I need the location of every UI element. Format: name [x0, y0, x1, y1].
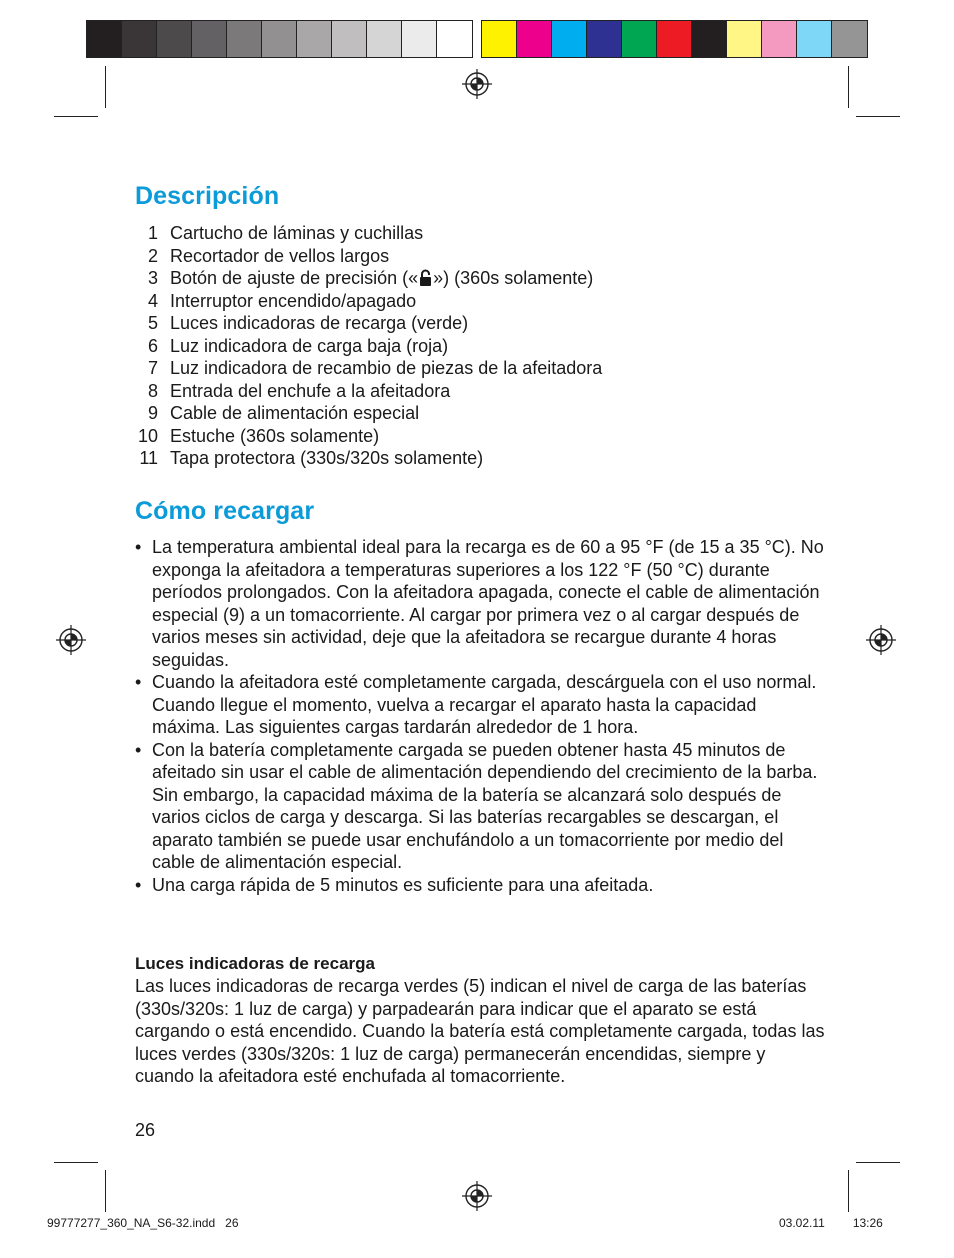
crop-mark-top-left-horizontal — [54, 116, 98, 117]
list-item-text: Luces indicadoras de recarga (verde) — [170, 313, 469, 333]
list-item-number: 11 — [139, 448, 158, 468]
gray-swatch — [157, 21, 192, 57]
list-item-text: Tapa protectora (330s/320s solamente) — [170, 448, 484, 468]
bullet-item — [135, 739, 825, 874]
file-slug: 99777277_360_NA_S6-32.indd 26 — [47, 1216, 239, 1230]
list-item-number: 6 — [147, 335, 158, 356]
list-item-number: 5 — [147, 313, 158, 333]
crop-mark-bottom-left-horizontal — [54, 1162, 98, 1163]
registration-mark-icon — [866, 625, 896, 655]
gray-swatch — [87, 21, 122, 57]
bullet-symbol: • — [135, 739, 142, 760]
list-item-number: 4 — [147, 290, 158, 311]
list-item-number: 9 — [147, 403, 158, 423]
recharge-bullet-list — [135, 536, 825, 896]
list-item — [135, 290, 602, 313]
list-item-number: 1 — [147, 223, 158, 243]
gray-swatch — [437, 21, 472, 57]
color-swatch — [657, 21, 692, 57]
bullet-item — [135, 874, 825, 897]
charge-lights-paragraph: Las luces indicadoras de recarga verdes (5) indican el nivel de carga de las baterías (330s/320s: 1 luz de carga) y parpadearán para indicar que el aparato se está cargando o está encendido. Cuando la batería está completamente cargada, todas las luces verdes (330s/320s: 1 luz de carga) permanecerán encendidas, siempre y cuando la afeitadora esté enchufada al tomacorriente. — [135, 976, 825, 1086]
crop-mark-top-right-vertical — [848, 66, 849, 108]
list-item-text: Entrada del enchufe a la afeitadora — [170, 380, 451, 401]
list-item-text: Luz indicadora de recambio de piezas de la afeitadora — [170, 358, 603, 378]
crop-mark-top-left-vertical — [105, 66, 106, 108]
gray-swatch — [367, 21, 402, 57]
list-item — [135, 357, 602, 380]
list-item — [135, 267, 602, 290]
list-item — [135, 447, 602, 470]
list-item-text-before: Botón de ajuste de precisión (« — [170, 268, 419, 288]
list-item — [135, 425, 602, 448]
bullet-symbol: • — [135, 874, 142, 895]
page-number: 26 — [135, 1120, 156, 1140]
section-title-recharge: Cómo recargar — [135, 497, 315, 525]
grayscale-calibration-bar — [86, 20, 473, 58]
bullet-text: La temperatura ambiental ideal para la recarga es de 60 a 95 °F (de 15 a 35 °C). No exponga la afeitadora a temperaturas superiores a los 122 °F (50 °C) durante períodos prolongados. Con la afeitadora apagada, conecte el cable de alimentación especial (9) a un tomacorriente. Al cargar por primera vez o al cargar después de varios meses sin actividad, deje que la afeitadora se recargue durante 4 horas seguidas. — [152, 537, 824, 670]
color-swatch — [727, 21, 762, 57]
bullet-symbol: • — [135, 672, 142, 692]
gray-swatch — [227, 21, 262, 57]
list-item — [135, 402, 602, 425]
crop-mark-bottom-left-vertical — [105, 1170, 106, 1212]
gray-swatch — [332, 21, 367, 57]
list-item-number: 3 — [147, 268, 158, 288]
color-calibration-bar — [481, 20, 868, 58]
bullet-item — [135, 671, 825, 739]
list-item-text: Estuche (360s solamente) — [170, 425, 380, 446]
crop-mark-top-right-horizontal — [856, 116, 900, 117]
bullet-symbol: • — [135, 537, 142, 557]
parts-list — [135, 222, 602, 470]
gray-swatch — [122, 21, 157, 57]
lock-icon — [419, 269, 432, 287]
gray-swatch — [297, 21, 332, 57]
color-swatch — [762, 21, 797, 57]
list-item — [135, 335, 602, 358]
crop-mark-bottom-right-horizontal — [856, 1162, 900, 1163]
list-item-text: Recortador de vellos largos — [170, 245, 390, 266]
color-swatch — [622, 21, 657, 57]
bullet-text: Cuando la afeitadora esté completamente cargada, descárguela con el uso normal. Cuando llegue el momento, vuelva a recargar el aparato hasta la capacidad máxima. Las siguientes cargas tardarán alrededor de 1 hora. — [152, 672, 817, 737]
color-swatch — [797, 21, 832, 57]
bullet-text: Con la batería completamente cargada se pueden obtener hasta 45 minutos de afeitado sin usar el cable de alimentación dependiendo del crecimiento de la barba. Sin embargo, la capacidad máxima de la batería se alcanzará solo después de varios ciclos de carga y descarga. Si las baterías recargables se descargan, el aparato también se puede usar enchufándolo a un tomacorriente por medio del cable de alimentación especial. — [152, 739, 818, 872]
list-item — [135, 222, 602, 245]
color-swatch — [587, 21, 622, 57]
list-item — [135, 312, 602, 335]
color-swatch — [517, 21, 552, 57]
list-item — [135, 380, 602, 403]
bullet-text: Una carga rápida de 5 minutos es suficiente para una afeitada. — [152, 874, 654, 895]
color-swatch — [692, 21, 727, 57]
gray-swatch — [192, 21, 227, 57]
color-swatch — [832, 21, 867, 57]
registration-mark-icon — [462, 1181, 492, 1211]
print-date-time: 03.02.11 13:26 — [779, 1216, 883, 1230]
gray-swatch — [402, 21, 437, 57]
list-item-number: 7 — [147, 358, 158, 378]
subheading-charge-lights: Luces indicadoras de recarga — [135, 954, 375, 973]
crop-mark-bottom-right-vertical — [848, 1170, 849, 1212]
gray-swatch — [262, 21, 297, 57]
list-item-text: Cartucho de láminas y cuchillas — [170, 223, 424, 243]
list-item-number: 10 — [137, 425, 158, 446]
bullet-item — [135, 536, 825, 671]
list-item-number: 2 — [147, 245, 158, 266]
list-item-text: Cable de alimentación especial — [170, 403, 420, 423]
list-item-text — [170, 267, 593, 290]
color-swatch — [552, 21, 587, 57]
list-item-number: 8 — [147, 380, 158, 401]
registration-mark-icon — [462, 69, 492, 99]
list-item-text: Interruptor encendido/apagado — [170, 290, 417, 311]
section-title-description: Descripción — [135, 182, 280, 210]
color-swatch — [482, 21, 517, 57]
list-item-text: Luz indicadora de carga baja (roja) — [170, 335, 449, 356]
registration-mark-icon — [56, 625, 86, 655]
list-item-text-after: ») (360s solamente) — [433, 268, 594, 288]
list-item — [135, 245, 602, 268]
